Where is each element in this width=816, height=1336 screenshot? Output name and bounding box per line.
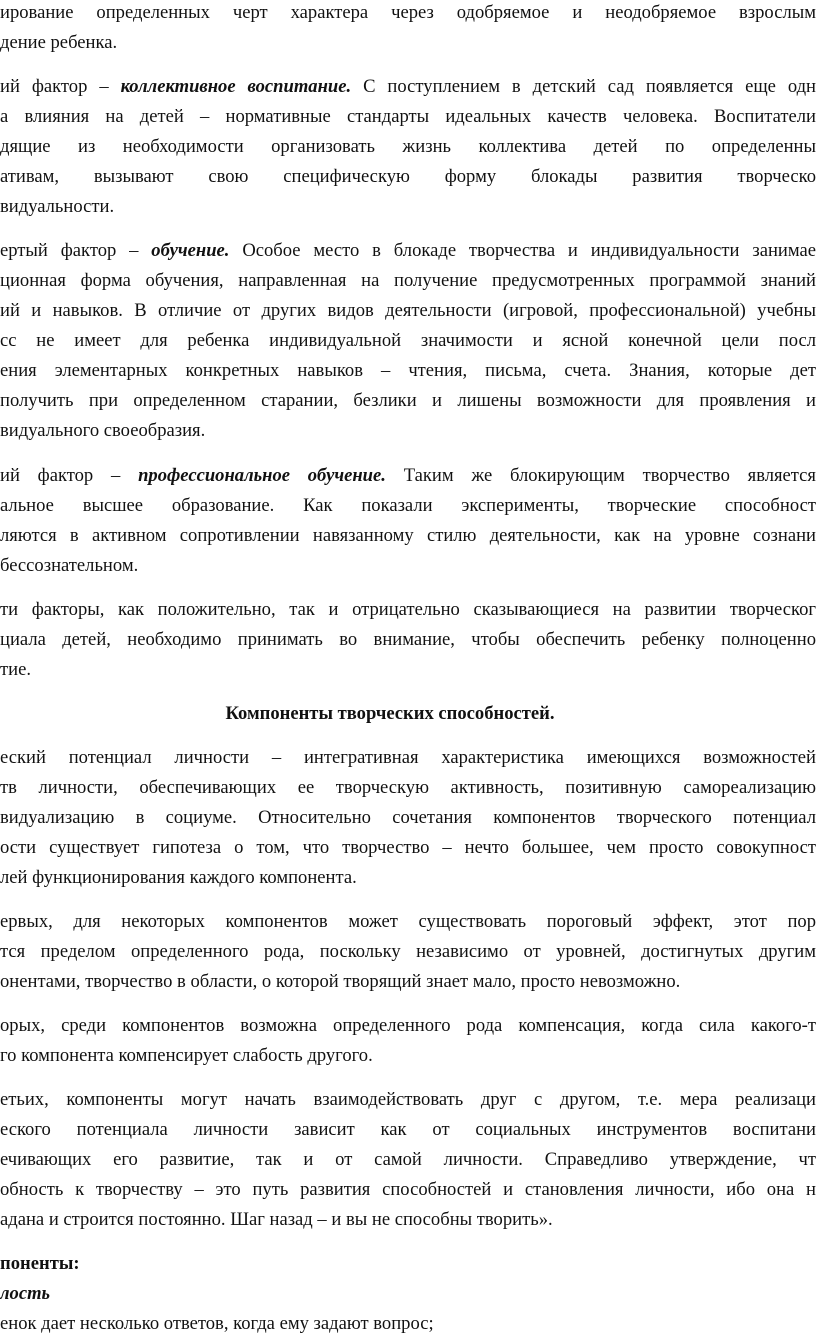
text-line: еского потенциала личности зависит как от социальных инструментов воспитани [0, 1119, 816, 1140]
text-line: ости существует гипотеза о том, что творчество – нечто большее, чем просто совокупност [0, 837, 816, 858]
text-run: ий фактор – [0, 76, 121, 97]
text-line: видуализацию в социуме. Относительно сочетания компонентов творческого потенциал [0, 807, 816, 828]
text-line: ечивающих его развитие, так и от самой личности. Справедливо утверждение, чт [0, 1149, 816, 1170]
text-line: онентами, творчество в области, о которой творящий знает мало, просто невозможно. [0, 971, 681, 992]
text-line: циала детей, необходимо принимать во внимание, чтобы обеспечить ребенку полноценно [0, 629, 816, 650]
text-line: ервых, для некоторых компонентов может существовать пороговый эффект, этот пор [0, 911, 816, 932]
component-title: лость [0, 1283, 51, 1304]
text-line: ти факторы, как положительно, так и отрицательно сказывающиеся на развитии творческог [0, 599, 816, 620]
text-line: ционная форма обучения, направленная на получение предусмотренных программой знаний [0, 270, 816, 291]
paragraph-line [0, 74, 816, 99]
text-run: Таким же блокирующим творчество является [385, 465, 816, 486]
paragraph-line [0, 238, 816, 263]
text-line: адана и строится постоянно. Шаг назад – и вы не способны творить». [0, 1209, 553, 1230]
text-line: ения элементарных конкретных навыков – чтения, письма, счета. Знания, которые дет [0, 360, 816, 381]
text-line: етьих, компоненты могут начать взаимодействовать друг с другом, т.е. мера реализаци [0, 1089, 816, 1110]
emphasis-term: обучение. [151, 240, 230, 261]
text-run: ий фактор – [0, 465, 139, 486]
text-line: видуального своеобразия. [0, 420, 206, 441]
text-line: ляются в активном сопротивлении навязанному стилю деятельности, как на уровне сознани [0, 525, 816, 546]
text-line: дение ребенка. [0, 32, 118, 53]
text-line: сс не имеет для ребенка индивидуальной значимости и ясной конечной цели посл [0, 330, 816, 351]
text-line: тие. [0, 659, 31, 680]
emphasis-term: профессиональное обучение. [138, 465, 386, 486]
text-line: обность к творчеству – это путь развития способностей и становления личности, ибо она н [0, 1179, 816, 1200]
text-line: ирование определенных черт характера через одобряемое и неодобряемое взрослым [0, 2, 816, 23]
text-line: орых, среди компонентов возможна определенного рода компенсация, когда сила какого-т [0, 1015, 816, 1036]
text-line: альное высшее образование. Как показали эксперименты, творческие способност [0, 495, 816, 516]
text-line: тв личности, обеспечивающих ее творческую активность, позитивную самореализацию [0, 777, 816, 798]
text-run: С поступлением в детский сад появляется еще одн [351, 76, 816, 97]
text-line: енок дает несколько ответов, когда ему задают вопрос; [0, 1313, 434, 1334]
text-line: ативам, вызывают свою специфическую форму блокады развития творческо [0, 166, 816, 187]
text-line: еский потенциал личности – интегративная характеристика имеющихся возможностей [0, 747, 816, 768]
text-run: ертый фактор – [0, 240, 152, 261]
text-line: ий и навыков. В отличие от других видов деятельности (игровой, профессиональной) учебны [0, 300, 816, 321]
text-line: получить при определенном старании, безлики и лишены возможности для проявления и [0, 390, 816, 411]
paragraph-line [0, 463, 816, 488]
components-heading: поненты: [0, 1253, 80, 1274]
text-line: дящие из необходимости организовать жизнь коллектива детей по определенны [0, 136, 816, 157]
emphasis-term: коллективное воспитание. [120, 76, 352, 97]
text-line: видуальности. [0, 196, 115, 217]
text-line: лей функционирования каждого компонента. [0, 867, 357, 888]
text-line: бессознательном. [0, 555, 139, 576]
section-heading: Компоненты творческих способностей. [225, 703, 555, 724]
text-line: го компонента компенсирует слабость другого. [0, 1045, 373, 1066]
text-run: Особое место в блокаде творчества и индивидуальности занимае [229, 240, 816, 261]
text-line: тся пределом определенного рода, поскольку независимо от уровней, достигнутых другим [0, 941, 816, 962]
text-line: а влияния на детей – нормативные стандарты идеальных качеств человека. Воспитатели [0, 106, 816, 127]
